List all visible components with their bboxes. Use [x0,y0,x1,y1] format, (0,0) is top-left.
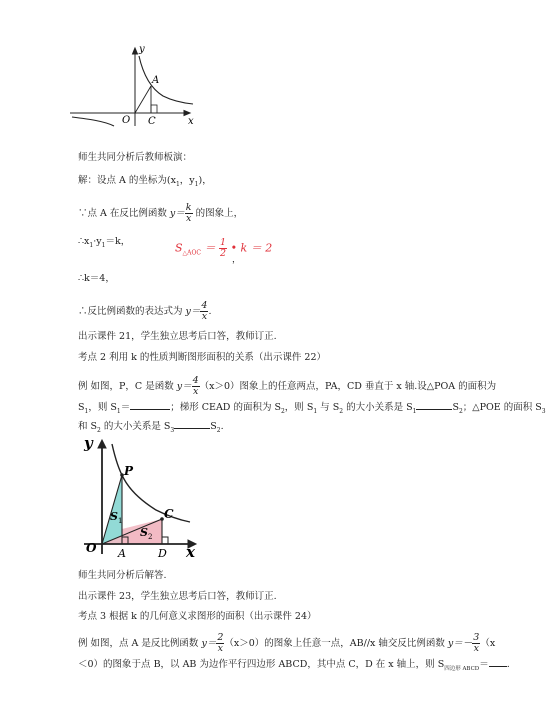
fig2-point-c: C [164,507,174,521]
text-line-point-on-graph: ∵点 A 在反比例函数 y＝ $\frac{k}{x}$ 的图象上， [78,202,244,224]
text-line-example-3-cont: ＜0）的图象于点 B，以 AB 为边作平行四边形 ABCD，其中点 C，D 在 x 轴上，则 $S_{四边形 ABCD}=$ . [78,659,510,672]
red-area-formula: $S_{\triangle AOC}$ ＝ $\frac{1}{2}$ • k ＝ 2 [175,237,273,259]
text-line-product: $\therefore x_1\cdot y_1=k$， [78,236,131,249]
fig2-area-s1: S [110,510,118,523]
text-line-example-2-end: 和 $S_2$ 的大小关系是 $S_3$ $S_2$. [78,421,224,434]
text-line-courseware-21: 出示课件 21，学生独立思考后口答，教师订正. [78,331,277,342]
text-line-topic-3: 考点 3 根据 k 的几何意义求图形的面积（出示课件 24） [78,611,317,622]
fig2-origin-label: O [86,541,97,555]
fig1-origin-label: O [122,115,131,126]
fig1-point-a: A [152,75,160,86]
fig2-area-s1-sub: 1 [118,517,123,525]
text-line-topic-2: 考点 2 利用 k 的性质判断图形面积的关系（出示课件 22） [78,352,326,363]
text-line-example-3: 例 如图，点 A 是反比例函数 y＝ $\frac{2}{x}$ （x＞0）的图象上任意一点，AB//x 轴交反比例函数 y＝－ $\frac{3}{x}$ （x [78,632,496,654]
text-line-courseware-23: 出示课件 23，学生独立思考后口答，教师订正. [78,591,277,602]
text-line-k: ∴k＝4， [78,273,115,284]
fig2-point-p: P [124,464,134,478]
text-line-expression: ∴反比例函数的表达式为 y＝ $\frac{4}{x}$ . [78,300,212,322]
figure-hyperbola-areas [80,434,205,561]
figure-hyperbola-aoc [68,42,198,127]
text-line-solution: 解：设点 A 的坐标为($x_1$，$y_1$)， [78,175,212,188]
text-line-example-2: 例 如图，P，C 是函数 y＝ $\frac{4}{x}$ （x＞0）图象上的任意两点，PA，CD 垂直于 x 轴.设△POA 的面积为 [78,375,497,397]
red-formula-end: ， [232,255,242,265]
fig2-area-s2-sub: 2 [148,533,153,541]
fig2-x-label: x [186,543,195,561]
fig2-y-label: y [84,434,93,452]
text-line-joint-solution: 师生共同分析后解答. [78,570,167,581]
fig1-y-label: y [139,44,145,55]
fig1-point-c: C [148,116,156,127]
fig1-x-label: x [188,116,194,127]
fig2-point-d: D [158,547,167,560]
fig2-area-s2: S [140,526,148,539]
text-line-analysis: 师生共同分析后教师板演： [78,152,193,163]
fig2-point-a: A [118,547,126,560]
text-line-example-2-cont: $S_1$，则 $S_1=$ ；梯形 CEAD 的面积为 $S_2$，则 $S_1$ 与 $S_2$ 的大小关系是 $S_1$ $S_2$；△POE 的面积 $S_3$ [78,402,546,415]
